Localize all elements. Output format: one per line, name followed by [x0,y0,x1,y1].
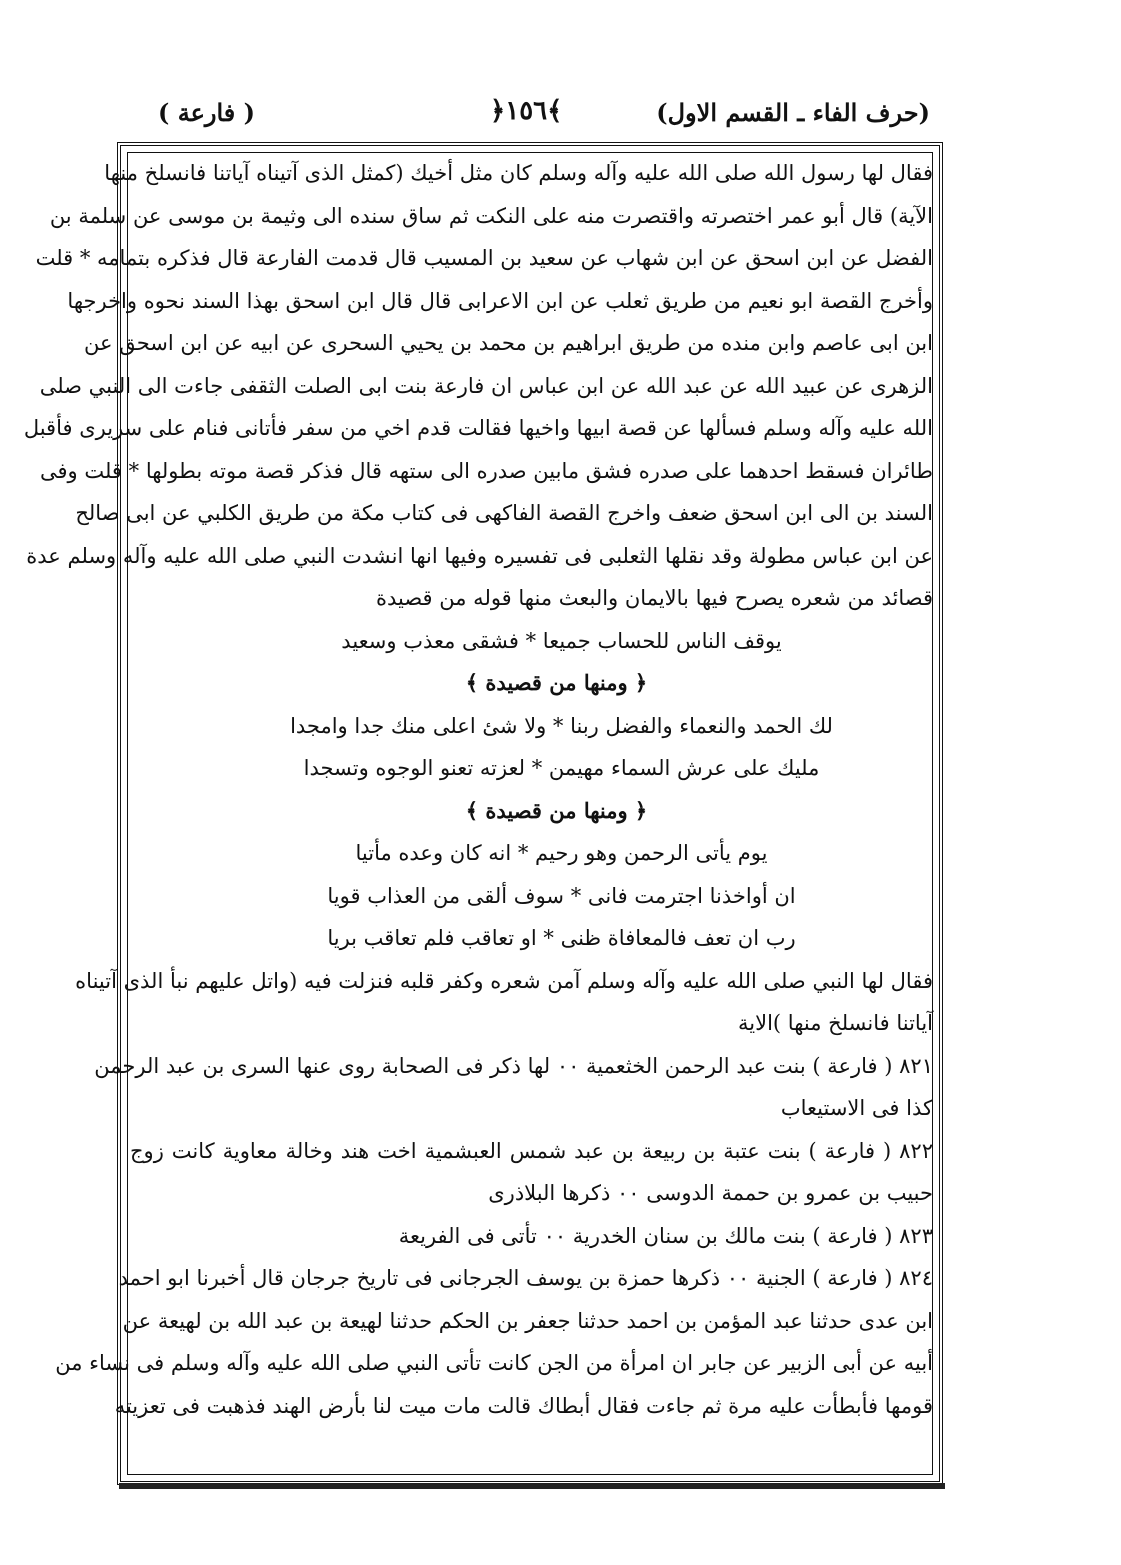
biography-entry-line: ٨٢٢ ( فارعة ) بنت عتبة بن ربيعة بن عبد شمس العبشمية اخت هند وخالة معاوية كانت زوج [130,1138,933,1163]
text-line: وأخرج القصة ابو نعيم من طريق ثعلب عن ابن الاعرابى قال قال ابن اسحق بهذا السند نحوه واخرجها [67,288,933,313]
text-line: فقال لها النبي صلى الله عليه وآله وسلم آمن شعره وكفر قلبه فنزلت فيه (واتل عليهم نبأ الذى آتيناه [75,968,933,993]
text-line: قصائد من شعره يصرح فيها بالايمان والبعث منها قوله من قصيدة [375,586,933,610]
poem-heading: ﴿ ومنها من قصيدة ﴾ [465,670,648,695]
biography-entry-line: ٨٢١ ( فارعة ) بنت عبد الرحمن الخثعمية ٠٠ لها ذكر فى الصحابة روى عنها السرى بن عبد الرحمن [94,1053,933,1078]
text-line: الله عليه وآله وسلم فسألها عن قصة ابيها واخيها فقالت قدم اخي من سفر فأتانى فنام على سريرى فأقبل [23,416,933,440]
verse-line: يوم يأتى الرحمن وهو رحيم * انه كان وعده مأتيا [355,841,768,865]
section-title: (حرف الفاء ـ القسم الاول) [656,98,930,127]
text-line: الفضل عن ابن اسحق عن ابن شهاب عن سعيد بن المسيب قال قدمت الفارعة قال فذكره بتمامه * قلت [35,246,933,270]
biography-entry-line: أبيه عن أبى الزبير عن جابر ان امرأة من الجن كانت تأتى النبي صلى الله عليه وآله وسلم فى نساء من [55,1351,933,1375]
biography-entry-line: ابن عدى حدثنا عبد المؤمن بن احمد حدثنا جعفر بن الحكم حدثنا لهيعة بن عبد الله بن لهيعة عن [122,1308,933,1333]
biography-entry-line: حبيب بن عمرو بن حممة الدوسى ٠٠ ذكرها البلاذرى [488,1181,933,1205]
text-line: عن ابن عباس مطولة وقد نقلها الثعلبى فى تفسيره وفيها انها انشدت النبي صلى الله عليه وآله وسلم عدة [26,543,933,568]
page-number: ﴿١٥٦﴾ [490,96,563,126]
text-line: الزهرى عن عبيد الله عن عبد الله عن ابن عباس ان فارعة بنت ابى الصلت الثقفى جاءت الى النبي صلى [39,373,933,398]
verse-line: يوقف الناس للحساب جميعا * فشقى معذب وسعيد [341,628,782,653]
verse-line: مليك على عرش السماء مهيمن * لعزته تعنو الوجوه وتسجدا [303,756,820,780]
biography-entry-line: ٨٢٣ ( فارعة ) بنت مالك بن سنان الخدرية ٠٠ تأتى فى الفريعة [398,1223,933,1248]
text-line: فقال لها رسول الله صلى الله عليه وآله وسلم كان مثل أخيك (كمثل الذى آتيناه آياتنا فانسلخ منها [104,161,933,185]
poem-heading: ﴿ ومنها من قصيدة ﴾ [465,797,648,823]
text-line: الآية) قال أبو عمر اختصرته واقتصرت منه على النكت ثم ساق سنده الى وثيمة بن موسى عن سلمة بن [49,203,933,228]
text-line: السند بن الى ابن اسحق ضعف واخرج القصة الفاكهى فى كتاب مكة من طريق الكلبي عن ابى صالح [75,501,933,525]
entry-heading: ( فارعة ) [158,98,255,127]
page-border-shadow [119,1483,945,1489]
biography-entry-line: قومها فأبطأت عليه مرة ثم جاءت فقال أبطاك قالت مات ميت لنا بأرض الهند فذهبت فى تعزيته [114,1393,933,1418]
biography-entry-line: كذا فى الاستيعاب [780,1096,933,1120]
text-line: طائران فسقط احدهما على صدره فشق مابين صدره الى ستهه قال فذكر قصة موته بطولها * قلت وفى [40,458,933,483]
page-header [120,98,930,138]
verse-line: رب ان تعف فالمعافاة ظنى * او تعاقب فلم تعاقب بريا [327,926,796,950]
verse-line: ان أواخذنا اجترمت فانى * سوف ألقى من العذاب قويا [327,883,796,908]
text-line: آياتنا فانسلخ منها )الاية [738,1011,933,1035]
biography-entry-line: ٨٢٤ ( فارعة ) الجنية ٠٠ ذكرها حمزة بن يوسف الجرجانى فى تاريخ جرجان قال أخبرنا ابو احمد [118,1266,933,1290]
text-line: ابن ابى عاصم وابن منده من طريق ابراهيم بن محمد بن يحيي السحرى عن ابيه عن ابن اسحق عن [84,331,933,355]
text-body [23,152,933,1427]
verse-line: لك الحمد والنعماء والفضل ربنا * ولا شئ اعلى منك جدا وامجدا [290,713,833,738]
